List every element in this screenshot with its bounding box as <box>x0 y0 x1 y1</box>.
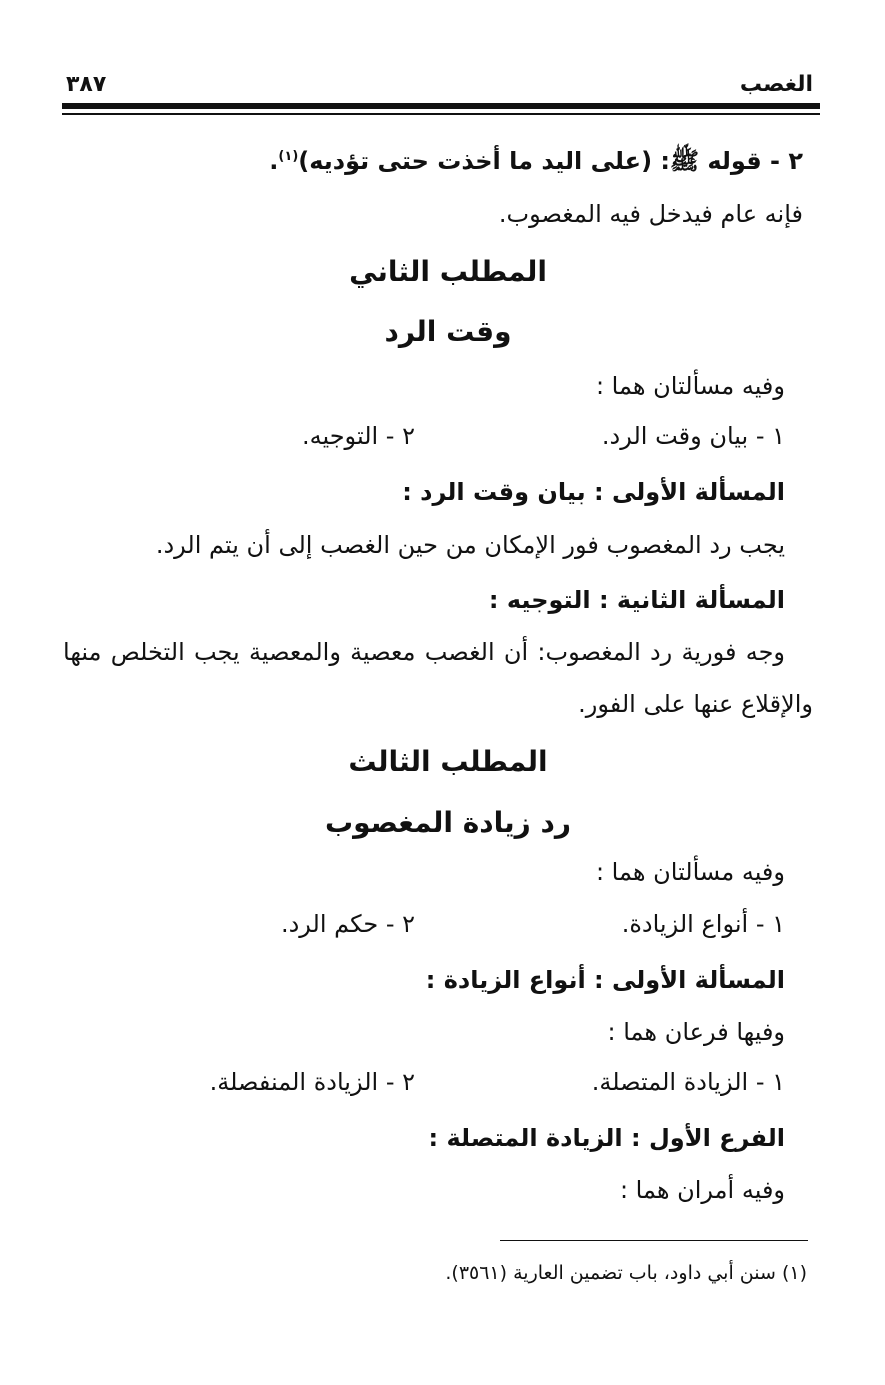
masala3-heading: المسألة الأولى : أنواع الزيادة : <box>425 966 785 994</box>
section-heading-matlab2: المطلب الثاني <box>349 255 547 288</box>
matlab2-item-2: ٢ - التوجيه. <box>301 422 415 450</box>
footnote-marker[interactable]: (١) <box>278 149 299 164</box>
masala3-item-2: ٢ - الزيادة المنفصلة. <box>209 1068 415 1096</box>
masala2-text-line2: والإقلاع عنها على الفور. <box>578 690 813 718</box>
matlab3-intro: وفيه مسألتان هما : <box>595 858 785 886</box>
matlab2-intro: وفيه مسألتان هما : <box>595 372 785 400</box>
matlab3-item-2: ٢ - حكم الرد. <box>280 910 415 938</box>
header-rule-thick <box>62 103 820 109</box>
running-header-title: الغصب <box>739 72 813 97</box>
footnote-rule <box>500 1240 808 1241</box>
section-subheading-matlab3: رد زيادة المغصوب <box>325 806 571 839</box>
masala1-text: يجب رد المغصوب فور الإمكان من حين الغصب إلى أن يتم الرد. <box>155 531 785 559</box>
hadith-line-end: . <box>269 147 279 175</box>
section-subheading-matlab2: وقت الرد <box>384 315 512 348</box>
matlab3-item-1: ١ - أنواع الزيادة. <box>621 910 785 938</box>
masala3-item-1: ١ - الزيادة المتصلة. <box>591 1068 785 1096</box>
masala1-heading: المسألة الأولى : بيان وقت الرد : <box>402 478 785 506</box>
page-number: ٣٨٧ <box>66 72 107 97</box>
hadith-line <box>269 146 803 181</box>
hadith-text: ٢ - قوله ﷺ: (على اليد ما أخذت حتى تؤديه) <box>298 147 803 175</box>
masala3-intro: وفيها فرعان هما : <box>607 1018 785 1046</box>
masala2-text-line1: وجه فورية رد المغصوب: أن الغصب معصية والمعصية يجب التخلص منها <box>63 638 785 666</box>
far1-heading: الفرع الأول : الزيادة المتصلة : <box>428 1124 785 1152</box>
section-heading-matlab3: المطلب الثالث <box>348 745 548 778</box>
masala2-heading: المسألة الثانية : التوجيه : <box>488 586 785 614</box>
far1-intro: وفيه أمران هما : <box>619 1176 785 1204</box>
general-text: فإنه عام فيدخل فيه المغصوب. <box>498 200 803 228</box>
footnote-text: (١) سنن أبي داود، باب تضمين العارية (٣٥٦١). <box>445 1262 807 1284</box>
header-rule-thin <box>62 113 820 115</box>
matlab2-item-1: ١ - بيان وقت الرد. <box>601 422 785 450</box>
